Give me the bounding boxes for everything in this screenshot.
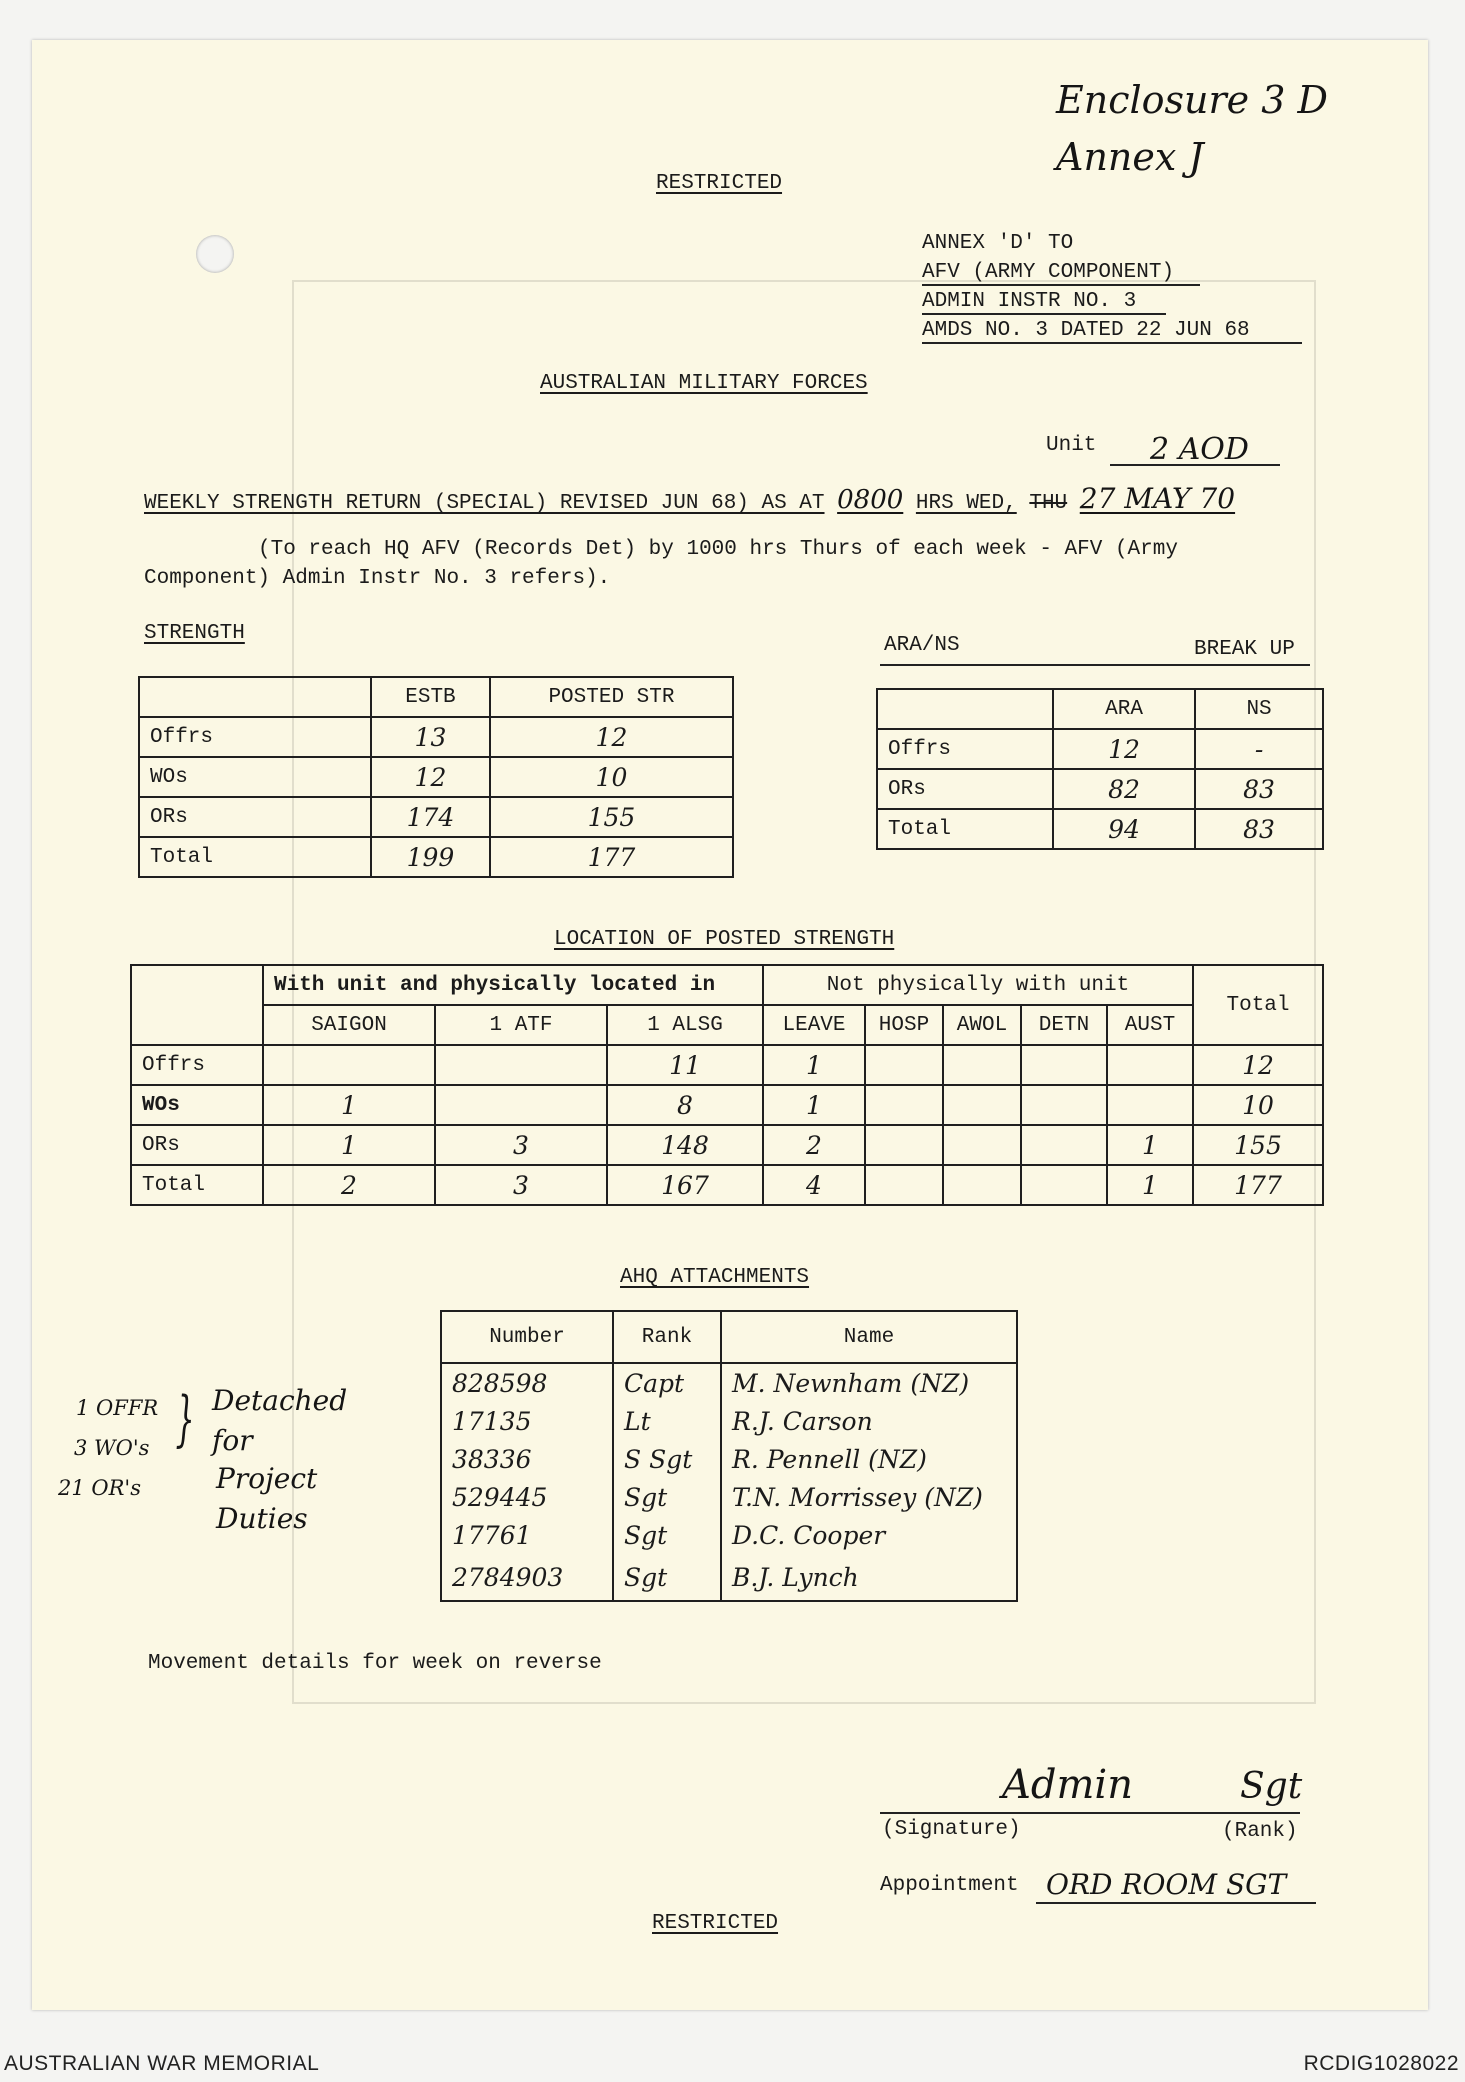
table-cell: - [1195,729,1323,769]
table-row [131,965,1323,1005]
table-cell [865,1125,943,1165]
table-cell: 1 [763,1045,865,1085]
table-cell: 1 [263,1125,435,1165]
table-header-rank: Rank [613,1311,721,1363]
table-header-number: Number [441,1311,613,1363]
table-cell: 1 [263,1085,435,1125]
table-cell [865,1165,943,1205]
table-cell: 3 [435,1165,607,1205]
table-row [441,1516,1017,1554]
margin-note-offr: 1 OFFR [76,1396,159,1420]
row-label: Total [139,837,371,877]
table-cell [943,1125,1021,1165]
annex-ref-line-2: AFV (ARMY COMPONENT) [922,261,1200,286]
table-row [441,1478,1017,1516]
margin-note-project: Project [216,1462,318,1495]
table-cell: 1 [763,1085,865,1125]
row-label: Offrs [877,729,1053,769]
table-cell: 529445 [441,1478,613,1516]
table-row [131,1165,1323,1205]
return-title-mid: HRS WED, [915,492,1017,515]
col-header-hosp: HOSP [865,1005,943,1045]
strength-table [138,676,734,878]
group-header-not-with-unit: Not physically with unit [763,965,1193,1005]
margin-note-for: for [212,1424,253,1457]
table-row [139,677,733,717]
table-row [441,1440,1017,1478]
return-title [144,482,1235,515]
table-row [877,769,1323,809]
table-cell [943,1045,1021,1085]
col-header-awol: AWOL [943,1005,1021,1045]
table-cell: Sgt [613,1554,721,1601]
appointment-line [1036,1902,1316,1904]
ahq-table [440,1310,1018,1602]
table-header-estb: ESTB [371,677,490,717]
return-struck: THU [1029,492,1068,515]
table-cell: 155 [1193,1125,1323,1165]
appointment-label: Appointment [880,1874,1019,1897]
table-cell [435,1085,607,1125]
location-title: LOCATION OF POSTED STRENGTH [554,928,895,951]
table-cell: 828598 [441,1363,613,1402]
return-time: 0800 [837,485,904,515]
table-cell: R.J. Carson [721,1402,1017,1440]
table-cell: 94 [1053,809,1195,849]
table-cell: 12 [1053,729,1195,769]
margin-note-duties: Duties [216,1502,308,1535]
ara-ns-subtitle: BREAK UP [1194,638,1295,661]
table-cell: 174 [371,797,490,837]
footer-source: AUSTRALIAN WAR MEMORIAL [4,2052,320,2075]
table-cell [131,965,263,1045]
table-cell: 12 [371,757,490,797]
table-cell [1107,1045,1193,1085]
instruction-line-1: (To reach HQ AFV (Records Det) by 1000 hrs Thurs of each week - AFV (Army [258,538,1178,561]
table-row [131,1005,1323,1045]
unit-value: 2 AOD [1150,432,1249,467]
table-cell: 10 [490,757,733,797]
return-date: 27 MAY 70 [1079,482,1236,515]
row-label: ORs [131,1125,263,1165]
appointment-value: ORD ROOM SGT [1046,1868,1287,1901]
strength-title: STRENGTH [144,622,245,645]
table-cell: S Sgt [613,1440,721,1478]
margin-note-ors: 21 OR's [58,1476,141,1500]
annex-ref-line-4: AMDS NO. 3 DATED 22 JUN 68 [922,319,1302,344]
table-cell: Lt [613,1402,721,1440]
row-label: WOs [131,1085,263,1125]
col-header-aust: AUST [1107,1005,1193,1045]
rank-label: (Rank) [1222,1820,1298,1843]
row-label: Total [877,809,1053,849]
movement-note: Movement details for week on reverse [148,1652,602,1675]
table-header-total: Total [1193,965,1323,1045]
table-cell [1021,1085,1107,1125]
col-header-leave: LEAVE [763,1005,865,1045]
instruction-line-2: Component) Admin Instr No. 3 refers). [144,567,611,590]
signature-line [880,1812,1300,1814]
table-cell: Sgt [613,1516,721,1554]
table-cell: 10 [1193,1085,1323,1125]
table-cell: 12 [490,717,733,757]
table-cell: 155 [490,797,733,837]
table-row [139,717,733,757]
signature-label: (Signature) [882,1818,1021,1841]
table-cell [263,1045,435,1085]
table-row [131,1125,1323,1165]
row-label: WOs [139,757,371,797]
table-cell [943,1085,1021,1125]
table-header-posted: POSTED STR [490,677,733,717]
table-row [131,1045,1323,1085]
table-cell: 12 [1193,1045,1323,1085]
table-cell: 1 [1107,1125,1193,1165]
row-label: Total [131,1165,263,1205]
table-cell: 38336 [441,1440,613,1478]
table-cell: 17135 [441,1402,613,1440]
signature-value: Admin [1002,1762,1133,1808]
table-cell: 148 [607,1125,763,1165]
annotation-enclosure: Enclosure 3 D [1056,78,1328,122]
table-row [441,1402,1017,1440]
signature-rank-value: Sgt [1240,1766,1303,1807]
table-cell: 4 [763,1165,865,1205]
row-label: Offrs [139,717,371,757]
table-cell: B.J. Lynch [721,1554,1017,1601]
annex-ref-line-3: ADMIN INSTR NO. 3 [922,290,1166,315]
table-row [441,1554,1017,1601]
table-cell: 11 [607,1045,763,1085]
org-title: AUSTRALIAN MILITARY FORCES [540,372,868,395]
location-table [130,964,1324,1206]
margin-note-wos: 3 WO's [74,1436,150,1460]
table-cell: 2 [763,1125,865,1165]
unit-label: Unit [1046,434,1097,457]
table-cell: 167 [607,1165,763,1205]
margin-brace: } [175,1384,195,1454]
table-row [877,729,1323,769]
footer-id: RCDIG1028022 [1303,2052,1459,2075]
table-cell: Capt [613,1363,721,1402]
table-cell: 2 [263,1165,435,1205]
ara-ns-table [876,688,1324,850]
row-label: ORs [877,769,1053,809]
table-cell: 177 [490,837,733,877]
table-cell: 2784903 [441,1554,613,1601]
col-header-detn: DETN [1021,1005,1107,1045]
table-cell [1021,1165,1107,1205]
row-label: ORs [139,797,371,837]
table-row [131,1085,1323,1125]
table-row [139,797,733,837]
table-cell [1107,1085,1193,1125]
col-header-1alsg: 1 ALSG [607,1005,763,1045]
annotation-annex: Annex J [1056,135,1204,179]
table-cell: D.C. Cooper [721,1516,1017,1554]
ara-ns-title: ARA/NS [884,634,960,657]
classification-top: RESTRICTED [656,172,783,195]
table-cell: 83 [1195,809,1323,849]
table-cell [435,1045,607,1085]
table-cell: Sgt [613,1478,721,1516]
table-cell: 199 [371,837,490,877]
ara-ns-underline [880,664,1310,666]
table-row [877,689,1323,729]
return-title-prefix: WEEKLY STRENGTH RETURN (SPECIAL) REVISED JUN 68) AS AT [144,492,825,515]
table-cell: T.N. Morrissey (NZ) [721,1478,1017,1516]
table-cell: 8 [607,1085,763,1125]
table-cell [877,689,1053,729]
table-cell [943,1165,1021,1205]
table-row [139,837,733,877]
table-row [139,757,733,797]
table-cell [1021,1045,1107,1085]
table-cell: R. Pennell (NZ) [721,1440,1017,1478]
group-header-with-unit: With unit and physically located in [263,965,763,1005]
table-cell [865,1045,943,1085]
table-cell [1021,1125,1107,1165]
table-cell: 13 [371,717,490,757]
annex-ref-line-1: ANNEX 'D' TO [922,232,1074,255]
table-row [877,809,1323,849]
classification-bottom: RESTRICTED [652,1912,779,1935]
table-cell: M. Newnham (NZ) [721,1363,1017,1402]
table-cell: 1 [1107,1165,1193,1205]
table-header-ns: NS [1195,689,1323,729]
table-cell: 177 [1193,1165,1323,1205]
punch-hole [196,235,234,273]
col-header-saigon: SAIGON [263,1005,435,1045]
col-header-1atf: 1 ATF [435,1005,607,1045]
table-header-name: Name [721,1311,1017,1363]
table-cell [865,1085,943,1125]
table-row [441,1311,1017,1363]
table-cell: 82 [1053,769,1195,809]
table-cell [139,677,371,717]
margin-note-detached: Detached [212,1384,348,1417]
table-header-ara: ARA [1053,689,1195,729]
table-cell: 17761 [441,1516,613,1554]
table-cell: 3 [435,1125,607,1165]
ahq-title: AHQ ATTACHMENTS [620,1266,810,1289]
table-cell: 83 [1195,769,1323,809]
row-label: Offrs [131,1045,263,1085]
table-row [441,1363,1017,1402]
